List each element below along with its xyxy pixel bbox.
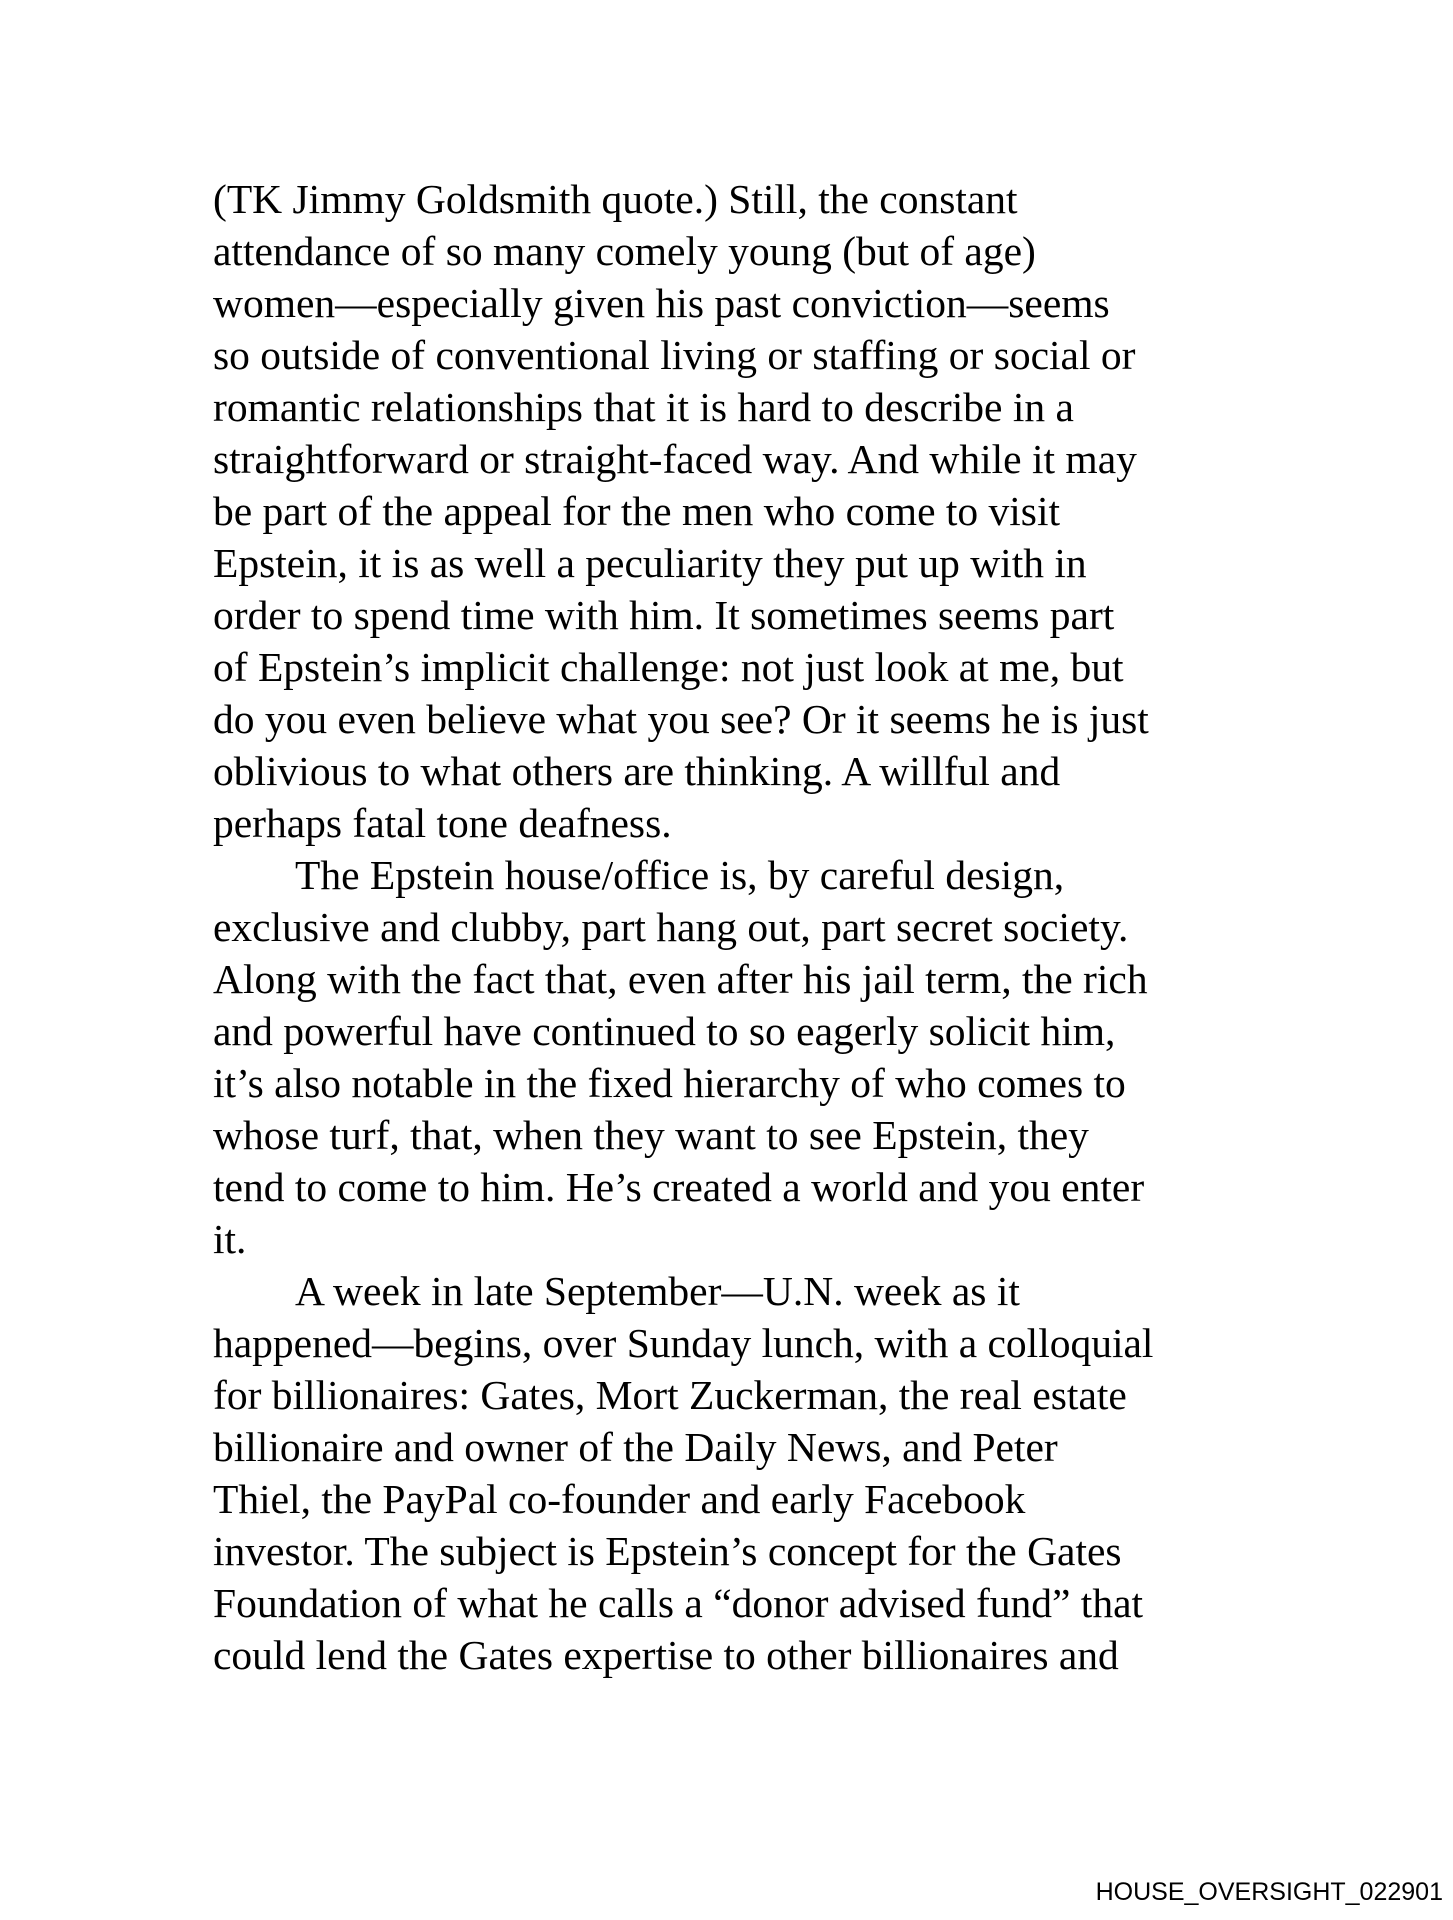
bates-number: HOUSE_OVERSIGHT_022901 xyxy=(1095,1878,1443,1906)
body-text xyxy=(213,173,1253,1681)
text-line: order to spend time with him. It sometimes seems part xyxy=(213,592,1115,638)
text-line: Foundation of what he calls a “donor advised fund” that xyxy=(213,1580,1144,1626)
text-line: could lend the Gates expertise to other billionaires and xyxy=(213,1632,1119,1678)
text-line: women—especially given his past conviction—seems xyxy=(213,280,1110,326)
text-line: romantic relationships that it is hard to describe in a xyxy=(213,384,1074,430)
text-line: Along with the fact that, even after his jail term, the rich xyxy=(213,956,1148,1002)
text-line: for billionaires: Gates, Mort Zuckerman, the real estate xyxy=(213,1372,1127,1418)
paragraph-start-line: A week in late September—U.N. week as it xyxy=(295,1268,1020,1314)
text-line: tend to come to him. He’s created a world and you enter xyxy=(213,1164,1145,1210)
text-line: do you even believe what you see? Or it seems he is just xyxy=(213,696,1149,742)
text-line: perhaps fatal tone deafness. xyxy=(213,800,672,846)
text-line: and powerful have continued to so eagerly solicit him, xyxy=(213,1008,1116,1054)
text-line: investor. The subject is Epstein’s concept for the Gates xyxy=(213,1528,1122,1574)
text-line: straightforward or straight-faced way. And while it may xyxy=(213,436,1137,482)
text-line: of Epstein’s implicit challenge: not just look at me, but xyxy=(213,644,1124,690)
text-line: (TK Jimmy Goldsmith quote.) Still, the constant xyxy=(213,176,1018,222)
text-line: Thiel, the PayPal co-founder and early Facebook xyxy=(213,1476,1026,1522)
text-line: it’s also notable in the fixed hierarchy of who comes to xyxy=(213,1060,1126,1106)
text-line: whose turf, that, when they want to see Epstein, they xyxy=(213,1112,1089,1158)
text-line: attendance of so many comely young (but of age) xyxy=(213,228,1036,274)
paragraph-start-line: The Epstein house/office is, by careful design, xyxy=(295,852,1065,898)
text-line: billionaire and owner of the Daily News, and Peter xyxy=(213,1424,1058,1470)
text-line: oblivious to what others are thinking. A willful and xyxy=(213,748,1061,794)
text-line: so outside of conventional living or staffing or social or xyxy=(213,332,1136,378)
text-line: happened—begins, over Sunday lunch, with a colloquial xyxy=(213,1320,1154,1366)
text-line: be part of the appeal for the men who come to visit xyxy=(213,488,1061,534)
text-line: exclusive and clubby, part hang out, part secret society. xyxy=(213,904,1129,950)
text-line: Epstein, it is as well a peculiarity they put up with in xyxy=(213,540,1087,586)
text-line: it. xyxy=(213,1216,247,1262)
